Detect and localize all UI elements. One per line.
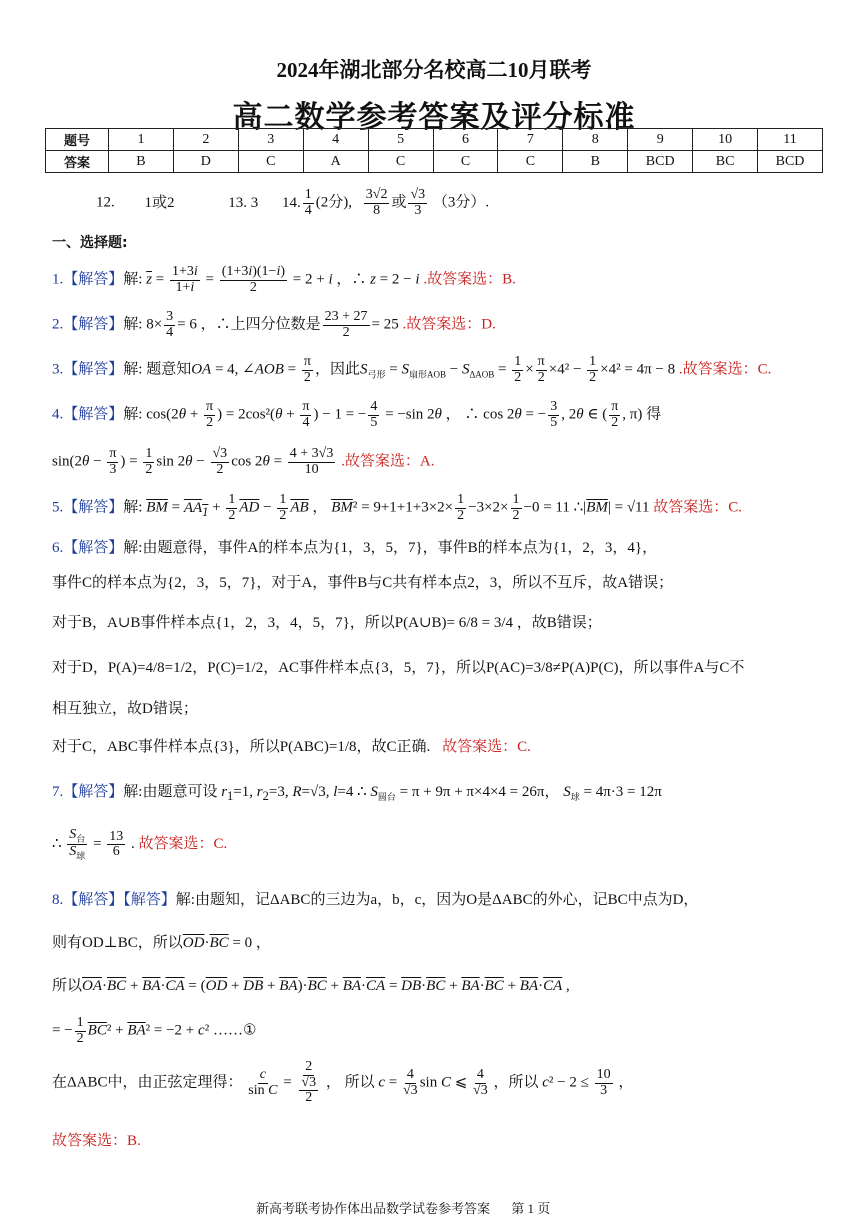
q14-or: 或 bbox=[391, 194, 407, 211]
solution-text: ，∴上四分位数是 bbox=[200, 316, 321, 333]
footer bbox=[256, 1198, 550, 1217]
table-cell: 8 bbox=[563, 129, 628, 151]
table-cell: BC bbox=[693, 151, 758, 173]
solution-8: 8.【解答】【解答】解:由题知，记ΔABC的三边为a，b，c，因为O是ΔABC的外心，记BC中点为D， bbox=[52, 892, 699, 908]
table-cell: 10 bbox=[693, 129, 758, 151]
table-cell: 2 bbox=[173, 129, 238, 151]
solution-text: 所以 bbox=[52, 978, 83, 994]
answer-choice: 故答案选：C. bbox=[138, 836, 228, 853]
solution-text: 则有OD⊥BC，所以 bbox=[52, 935, 183, 951]
answer-choice: .故答案选：B. bbox=[423, 271, 516, 288]
table-cell: 1 bbox=[109, 129, 174, 151]
solution-7: 7.【解答】解:由题意可设 $r_1=1$, $r_2=3$, R=√3, l=4 ∴ $S_{圆台} = \pi + 9\pi + \pi\times 4\times 4 = 26\pi$， $S_球 = 4\pi\cdot 3 = 12\pi$ bbox=[52, 784, 662, 803]
answer-tag: 【解答】 bbox=[63, 406, 124, 423]
table-row-answers bbox=[46, 151, 823, 173]
exam-title: 2024年湖北部分名校高二10月联考 bbox=[276, 58, 592, 82]
answer-table bbox=[45, 128, 823, 173]
solution-4: 4.【解答】解: cos(2θ + $\frac{\pi}{2}$ ) = 2cos²(θ + $\frac{\pi}{4}$ ) − 1 = − $\frac{4}{5}$ = −sin 2θ ， ∴ cos 2θ = − $\frac{3}{5}$ , 2θ ∈ ( $\frac{\pi}{2}$ , π) 得 bbox=[52, 399, 662, 430]
section-title: 一、选择题: bbox=[52, 235, 128, 251]
solution-prefix: 解: bbox=[123, 499, 143, 516]
q14-score-b: （3分）. bbox=[432, 194, 490, 211]
table-cell: C bbox=[498, 151, 563, 173]
solution-6-line: 对于D，P(A)=4/8=1/2，P(C)=1/2，AC事件样本点{3，5，7}，所以P(AC)=3/8≠P(A)P(C)，所以事件A与C不 bbox=[52, 660, 745, 676]
solution-text: 由题知，记ΔABC的三边为a，b，c，因为O是ΔABC的外心，记BC中点为D， bbox=[194, 892, 699, 908]
answer-choice: .故答案选：C. bbox=[678, 361, 772, 378]
answer-tag: 【解答】 bbox=[63, 271, 124, 288]
answer-tag: 【解答】 bbox=[63, 361, 124, 378]
solution-prefix: 解: bbox=[123, 361, 143, 378]
answer-tag: 【解答】 bbox=[63, 784, 124, 800]
solution-prefix: 解: bbox=[123, 406, 143, 423]
q13-answer: 13. 3 bbox=[228, 194, 259, 211]
solution-prefix: 解: bbox=[175, 892, 195, 908]
q12-answer: 1或2 bbox=[144, 194, 175, 211]
table-cell: 9 bbox=[628, 129, 693, 151]
solution-6-line: 相互独立，故D错误； bbox=[52, 701, 198, 717]
solution-8-line: 则有OD⊥BC，所以$\overline{OD}\cdot\overline{BC} = 0$ ， bbox=[52, 935, 271, 951]
solution-prefix: 解: bbox=[123, 316, 143, 333]
solution-text: 在ΔABC中，由正弦定理得： bbox=[52, 1074, 243, 1091]
table-cell: B bbox=[563, 151, 628, 173]
table-cell: C bbox=[368, 151, 433, 173]
solution-8-line: 在ΔABC中，由正弦定理得： $\frac{c}{\text{sin C}}$ = $\frac{2}{\frac{√3}{2}}$ ， 所以 c = $\frac{4}{√3}$ sin C ⩽ $\frac{4}{√3}$ ，所以 c² − 2 ≤ $\frac{10}{3}$ ， bbox=[52, 1059, 634, 1106]
solution-6-line: 事件C的样本点为{2，3，5，7}，对于A，事件B与C共有样本点2，3，所以不互斥，故A错误； bbox=[52, 575, 674, 591]
solution-8-line: = − $\frac{1}{2}$ $\overline{BC}^2 + \overline{BA}^2 = -2 + c^2$ ……① bbox=[52, 1015, 257, 1046]
table-row-numbers bbox=[46, 129, 823, 151]
answer-choice: .故答案选：D. bbox=[402, 316, 496, 333]
solution-3: 3.【解答】解: 题意知OA = 4, ∠AOB = $\frac{\pi}{2}$ ，因此$S_{弓形} = S_{扇形AOB} - S_{\Delta AOB}$ = $\frac{1}{2}$ × $\frac{\pi}{2}$ ×4² − $\frac{1}{2}$ ×4² = 4π − 8 .故答案选：C. bbox=[52, 354, 772, 385]
solution-6: 6.【解答】解:由题意得，事件A的样本点为{1，3，5，7}，事件B的样本点为{1，2，3，4}， bbox=[52, 540, 658, 556]
table-cell: D bbox=[173, 151, 238, 173]
table-cell: C bbox=[238, 151, 303, 173]
row-label: 答案 bbox=[46, 151, 109, 173]
solution-4-cont: sin(2θ − $\frac{\pi}{3}$ ) = $\frac{1}{2}$ sin 2θ − $\frac{√3}{2}$ cos 2θ = $\frac{4 + 3√3}{10}$ .故答案选：A. bbox=[52, 446, 435, 477]
solution-1: 1.【解答】解: $\overline{z}$ = $\frac{1+3i}{1+i}$ = $\frac{(1+3i)(1-i)}{2}$ = 2 + i ，∴ z = 2 − i .故答案选：B. bbox=[52, 264, 516, 295]
table-cell: C bbox=[433, 151, 498, 173]
answer-tag: 【解答】 bbox=[63, 540, 124, 556]
table-cell: B bbox=[109, 151, 174, 173]
solution-text: 由题意得，事件A的样本点为{1，3，5，7}，事件B的样本点为{1，2，3，4}， bbox=[142, 540, 658, 556]
answer-tag: 【解答】 bbox=[63, 316, 124, 333]
solution-7-cont: ∴ $\frac{S_台}{S_球}$ = $\frac{13}{6}$ . 故答案选：C. bbox=[52, 827, 228, 862]
footer-text: 新高考联考协作体出品数学试卷参考答案 bbox=[256, 1201, 491, 1216]
solution-2: 2.【解答】解: 8× $\frac{3}{4}$ = 6 ，∴上四分位数是 $\frac{23 + 27}{2}$ = 25 .故答案选：D. bbox=[52, 309, 496, 340]
q12-number: 12. bbox=[96, 194, 115, 211]
table-cell: A bbox=[303, 151, 368, 173]
answer-choice: 故答案选：C. bbox=[653, 499, 743, 516]
solution-text: ，因此 bbox=[314, 361, 360, 378]
solution-text: 题意知 bbox=[146, 361, 192, 378]
q14-score-a: (2分), bbox=[315, 194, 353, 211]
solution-prefix: 解: bbox=[123, 784, 143, 800]
answer-choice: .故答案选：A. bbox=[341, 453, 435, 470]
answer-tag: 【解答】 bbox=[63, 892, 124, 908]
table-cell: 11 bbox=[758, 129, 823, 151]
answer-tag: 【解答】 bbox=[63, 499, 124, 516]
solution-6-line: 对于B，A∪B事件样本点{1，2，3，4，5，7}，所以P(A∪B)= 6/8 = 3/4 ，故B错误； bbox=[52, 615, 602, 631]
solution-prefix: 解: bbox=[123, 540, 143, 556]
answer-choice: 故答案选：C. bbox=[442, 739, 531, 755]
solution-6-last bbox=[52, 735, 531, 756]
table-cell: 3 bbox=[238, 129, 303, 151]
solution-text: 由题意可设 bbox=[142, 784, 218, 800]
fill-in-answers: 12. 1或2 13. 3 14. $\frac{1}{4}$ (2分), $\frac{3√2}{8}$ 或 $\frac{√3}{3}$ （3分）. bbox=[96, 187, 490, 218]
solution-5: 5.【解答】解: $\overline{BM} = AA_1$ + $\frac{1}{2}$ $\overline{AD}$ − $\frac{1}{2}$ $\overline{AB}$ ， $\overline{BM}^2 = 9+1+1+3\times 2\times$ $\frac{1}{2}$ −3×2× $\frac{1}{2}$ −0 = 11 $\therefore|\overline{BM}| = √11$ 故答案选：C. bbox=[52, 492, 743, 523]
table-cell: 6 bbox=[433, 129, 498, 151]
answer-choice: 故答案选：B. bbox=[52, 1133, 141, 1149]
table-cell: 4 bbox=[303, 129, 368, 151]
solution-text: 对于C，ABC事件样本点{3}，所以P(ABC)=1/8，故C正确. bbox=[52, 739, 431, 755]
solution-prefix: 解: bbox=[123, 271, 143, 288]
table-cell: BCD bbox=[628, 151, 693, 173]
document-title: 高二数学参考答案及评分标准 bbox=[232, 101, 636, 134]
q14-number: 14. bbox=[282, 194, 301, 211]
row-label: 题号 bbox=[46, 129, 109, 151]
solution-8-line: 所以$\overline{OA}\cdot\overline{BC} + \overline{BA}\cdot\overline{CA} = (\overline{OD} + \overline{DB} + \overline{BA})\cdot\overline{BC} + \overline{BA}\cdot\overline{CA} = \overline{DB}\cdot\overline{BC} + \overline{BA}\cdot\overline{BC} + \overline{BA}\cdot\overline{CA}$ , bbox=[52, 978, 570, 994]
table-cell: BCD bbox=[758, 151, 823, 173]
table-cell: 5 bbox=[368, 129, 433, 151]
table-cell: 7 bbox=[498, 129, 563, 151]
page-number: 第 1 页 bbox=[511, 1201, 551, 1216]
answer-tag: 【解答】 bbox=[123, 892, 176, 908]
